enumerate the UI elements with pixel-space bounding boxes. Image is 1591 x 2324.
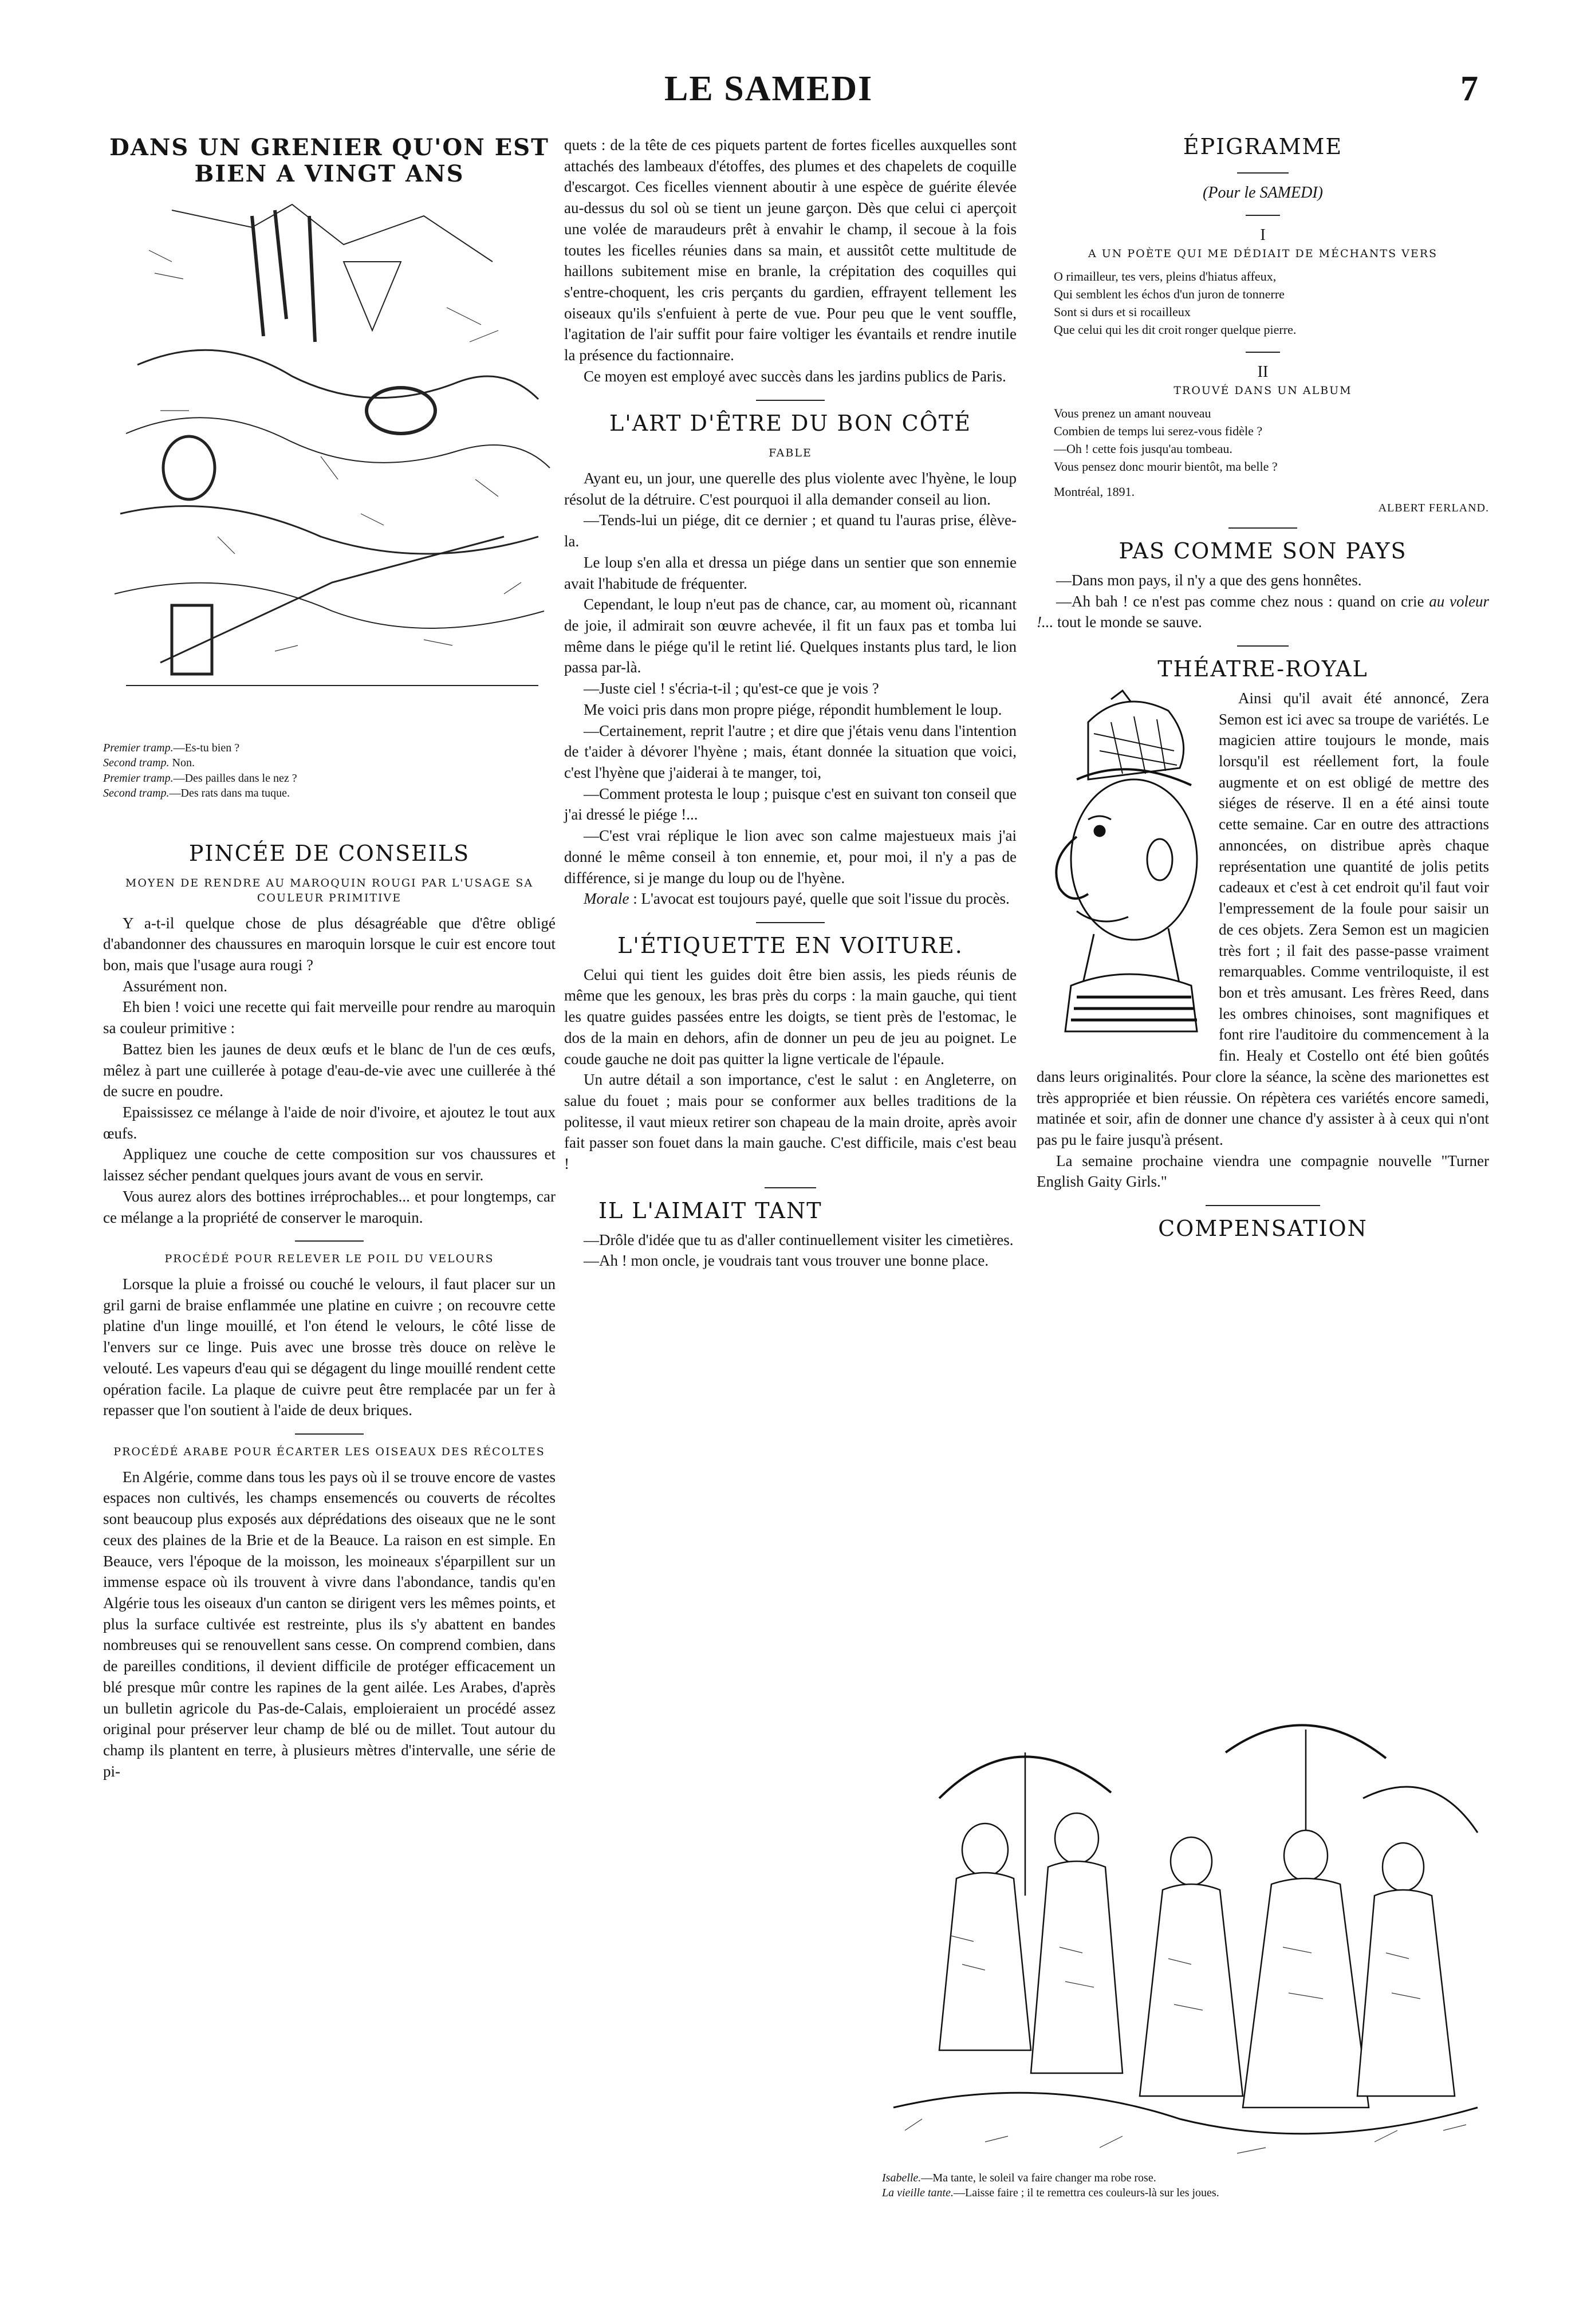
fable-para: —Tends-lui un piége, dit ce dernier ; et quand tu l'auras prise, élève-la.: [564, 511, 1017, 550]
poem-stanza: [1054, 405, 1489, 475]
magician-portrait: [1037, 688, 1208, 1043]
oiseaux-continuation: Ce moyen est employé avec succès dans les jardins publics de Paris.: [584, 367, 1006, 385]
theatre-para: La semaine prochaine viendra une compagnie nouvelle "Turner English Gaity Girls.": [1037, 1152, 1489, 1191]
divider: [756, 922, 825, 923]
maroquin-para: Eh bien ! voici une recette qui fait merveille pour rendre au maroquin sa couleur primitive :: [103, 998, 556, 1037]
divider: [765, 1187, 816, 1188]
divider: [1228, 527, 1297, 529]
caption-speaker: Isabelle.: [882, 2172, 921, 2184]
divider: [1237, 645, 1289, 647]
poem-line: —Oh ! cette fois jusqu'au tombeau.: [1054, 441, 1232, 456]
divider: [1237, 172, 1289, 174]
theatre-title: THÉATRE-ROYAL: [1157, 656, 1368, 682]
magician-caricature: [1037, 688, 1208, 1043]
maroquin-para: Battez bien les jaunes de deux œufs et le blanc de l'un de ces œufs, mêlez à part une cuillerée à potage d'eau-de-vie avec une cuillerée à thé de sucre en poudre.: [103, 1040, 556, 1100]
caption-speaker: Premier tramp.: [103, 771, 174, 785]
caption-line: —Des rats dans ma tuque.: [169, 787, 290, 800]
moral-label: Morale: [584, 890, 629, 908]
art-title: L'ART D'ÊTRE DU BON CÔTÉ: [609, 410, 971, 436]
divider: [756, 400, 825, 401]
attic-illustration: [103, 193, 556, 737]
caption-speaker: Second tramp.: [103, 787, 170, 800]
etiquette-para: Celui qui tient les guides doit être bien assis, les pieds réunis de même que les genoux, les bras près du corps : la main gauche, qui tient les quatre guides passées entre les doigts, se tient près de l'estomac, le dos de la main en dehors, afin de donner un peu de jeu au poignet. Le coude gauche ne doit pas quitter la ligne verticale de l'épaule.: [564, 966, 1017, 1068]
poem-line: Vous pensez donc mourir bientôt, ma belle ?: [1054, 459, 1278, 474]
compensation-title: COMPENSATION: [1158, 1216, 1368, 1242]
fable-para: Le loup s'en alla et dressa un piége dans un sentier que son ennemie avait l'habitude de fréquenter.: [564, 553, 1017, 592]
poem-line: Combien de temps lui serez-vous fidèle ?: [1054, 423, 1263, 438]
oiseaux-continuation: quets : de la tête de ces piquets partent de fortes ficelles auxquelles sont attachés des lambeaux d'étoffes, des plumes et des chapelets de coquille d'escargot. Ces ficelles viennent aboutir à une espèce de guérite élevée au-dessus du sol où se tient un jeune garçon. Dès que celui ci aperçoit une volée de maraudeurs prêt à envahir le champ, il secoue à la fois toutes les ficelles réunies dans sa main, et aussitôt cette multitude de haillons subitement mise en branle, la crépitation des coquilles qui s'entre-choquent, les cris perçants du gardien, effrayent tellement les oiseaux qu'ils s'enfuient à perte de vue. Pour peu que le vent souffle, l'agitation de l'air suffit pour faire voltiger les évantails et rendre inutile la présence du factionnaire.: [564, 136, 1017, 364]
pays-para: [1037, 591, 1489, 633]
compensation-illustration: [871, 1707, 1489, 2200]
maroquin-para: Y a-t-il quelque chose de plus désagréable que d'être obligé d'abandonner des chaussures en maroquin lorsque le cuir est encore tout bon, mais que l'usage aura rougi ?: [103, 914, 556, 974]
etiquette-title: L'ÉTIQUETTE EN VOITURE.: [617, 933, 963, 959]
caption-speaker: Premier tramp.: [103, 742, 174, 754]
oiseaux-para: En Algérie, comme dans tous les pays où il se trouve encore de vastes espaces non cultivés, les champs ensemencés ou couverts de récoltes sont beaucoup plus exposés aux déprédations des oiseaux que ne le sont ceux des plaines de la Brie et de la Beauce. La raison en est simple. En Beauce, vers l'époque de la moisson, les moineaux s'éparpillent sur un immense espace où ils trouvent à vivre dans l'abondance, tandis qu'en Algérie tous les oiseaux d'un canton se dirigent vers les mêmes points, et plus la surface cultivée est restreinte, plus ils s'y abattent en bandes nombreuses qui se renouvellent sans cesse. On comprend combien, dans de pareilles conditions, il devient difficile de protéger efficacement un blé presque mûr contre les rapines de la gent ailée. Les Arabes, d'après un bulletin agricole du Pas-de-Calais, emploieraient un procédé assez original pour préserver leur champ de blé ou de millet. Tout autour du champ ils plantent en terre, à plusieurs mètres d'intervalle, une série de pi-: [103, 1468, 556, 1780]
caption-line: Non.: [172, 757, 195, 770]
aimait-para: —Drôle d'idée que tu as d'aller continuellement visiter les cimetières.: [584, 1231, 1014, 1248]
masthead: [0, 69, 1591, 120]
velours-heading: PROCÉDÉ POUR RELEVER LE POIL DU VELOURS: [164, 1252, 494, 1266]
pays-tail: tout le monde se sauve.: [1053, 613, 1202, 631]
poem-line: Vous prenez un amant nouveau: [1054, 406, 1211, 421]
fable-para: Me voici pris dans mon propre piége, répondit humblement le loup.: [584, 700, 1002, 718]
divider: [1246, 352, 1280, 353]
oiseaux-heading: PROCÉDÉ ARABE POUR ÉCARTER LES OISEAUX DES RÉCOLTES: [113, 1445, 545, 1458]
fable-para: Cependant, le loup n'eut pas de chance, car, au moment où, ricannant de joie, il admirait son œuvre achevée, il fit un faux pas et tomba lui même dans le piége qu'il le retint lié. Quelques instants plus tard, le lion passa par-là.: [564, 596, 1017, 676]
column-1: [103, 135, 556, 1782]
compensation-caption: [871, 2171, 1489, 2201]
column-2: [564, 135, 1017, 1271]
caption-speaker: La vieille tante.: [882, 2187, 954, 2200]
epigramme-part-number: I: [1260, 226, 1266, 244]
fable-para: —Comment protesta le loup ; puisque c'est en suivant ton conseil que j'ai dressé le piége !...: [564, 785, 1017, 824]
poem-line: Sont si durs et si rocailleux: [1054, 304, 1191, 319]
maroquin-para: Appliquez une couche de cette composition sur vos chaussures et laissez sécher pendant quelques jours avant de vous en servir.: [103, 1145, 556, 1184]
pays-title: PAS COMME SON PAYS: [1119, 538, 1407, 564]
pays-text: —Ah bah ! ce n'est pas comme chez nous : quand on crie: [1056, 592, 1429, 610]
poem-line: Qui semblent les échos d'un juron de tonnerre: [1054, 287, 1285, 302]
maroquin-para: Vous aurez alors des bottines irréprochables... et pour longtemps, car ce mélange a la propriété de conserver le maroquin.: [103, 1187, 556, 1226]
column-3: [1037, 135, 1489, 1247]
epigramme-title: ÉPIGRAMME: [1183, 134, 1343, 159]
maroquin-para: Assurément non.: [123, 977, 227, 995]
aimait-title: IL L'AIMAIT TANT: [598, 1198, 822, 1223]
fable-para: —C'est vrai réplique le lion avec son calme majestueux mais j'ai donné le même conseil à ton ennemie, et, pour moi, il n'y a pas de différence, si je mange du loup ou de l'hyène.: [564, 827, 1017, 887]
poem-line: O rimailleur, tes vers, pleins d'hiatus affeux,: [1054, 269, 1277, 284]
fable-moral: [564, 888, 1017, 909]
fable-para: —Juste ciel ! s'écria-t-il ; qu'est-ce que je vois ?: [584, 680, 879, 698]
poem-line: Que celui qui les dit croit ronger quelque pierre.: [1054, 322, 1297, 337]
pincee-title: PINCÉE DE CONSEILS: [188, 840, 470, 866]
caption-line: —Laisse faire ; il te remettra ces couleurs-là sur les joues.: [953, 2187, 1219, 2200]
poem-author: ALBERT FERLAND.: [1378, 502, 1489, 515]
divider: [1206, 1205, 1320, 1206]
poem-stanza: [1054, 268, 1489, 338]
fable-para: —Certainement, reprit l'autre ; et dire que j'étais venu dans l'intention de t'aider à dévorer l'hyène ; mais, étant donnée la situation que voici, c'est l'hyène que j'aiderai à te manger, toi,: [564, 722, 1017, 782]
moral-text: : L'avocat est toujours payé, quelle que soit l'issue du procès.: [629, 890, 1010, 908]
pays-para: —Dans mon pays, il n'y a que des gens honnêtes.: [1056, 572, 1362, 589]
epigramme-part-number: II: [1257, 363, 1269, 381]
caption-speaker: Second tramp.: [103, 757, 170, 770]
etiquette-para: Un autre détail a son importance, c'est le salut : en Angleterre, on salue du fouet ; mais pour se conformer aux belles traditions de la politesse, il vaut mieux retirer son chapeau de la main droite, après avoir fait passer son fouet dans la main gauche. C'est difficile, mais c'est beau !: [564, 1071, 1017, 1173]
compensation-engraving: [871, 1707, 1489, 2165]
page-number: 7: [1460, 69, 1478, 108]
maroquin-para: Epaississez ce mélange à l'aide de noir d'ivoire, et ajoutez le tout aux œufs.: [103, 1104, 556, 1142]
divider: [295, 1433, 364, 1435]
epigramme-part-heading: TROUVÉ DANS UN ALBUM: [1173, 384, 1352, 397]
poem-place: Montréal, 1891.: [1054, 485, 1135, 499]
pays-emphasis: au voleur !...: [1037, 592, 1490, 631]
epigramme-part-heading: A UN POÈTE QUI ME DÉDIAIT DE MÉCHANTS VERS: [1088, 247, 1438, 260]
epigramme-subtitle: (Pour le SAMEDI): [1203, 183, 1323, 202]
theatre-para: Ainsi qu'il avait été annoncé, Zera Semon est ici avec sa troupe de variétés. Le magicien attire toujours le monde, mais lorsqu'il est réellement fort, la foule augmente et on est obligé de mettre des siéges de réserve. Il en a été ainsi toute cette semaine. Car en outre des attractions annoncées, on distribue après chaque représentation une quantité de jolis petits cadeaux et c'est à cet endroit qu'il faut voir l'empressement de la foule pour saisir un de ces objets. Zera Semon est un magicien très fort ; il fait des passe-passe vraiment remarquables. Comme ventriloquiste, il est bon et très amusant. Les frères Reed, dans les ombres chinoises, sont magnifiques et font rire l'auditoire du commencement à la fin. Healy et Costello ont été bien goûtés dans leurs originalités. Pour clore la séance, la scène des marionettes est très appropriée et bien réussie. On répètera ces variétés encore samedi, matinée et soir, afin de donner une chance d'y assister à à ceux qui n'ont pas pu le faire jusqu'à présent.: [1037, 689, 1489, 1148]
fable-para: Ayant eu, un jour, une querelle des plus violente avec l'hyène, le loup résolut de la détruire. C'est pourquoi il alla demander conseil au lion.: [564, 469, 1017, 508]
grenier-caption: [103, 740, 556, 801]
grenier-title: DANS UN GRENIER QU'ON EST BIEN A VINGT ANS: [109, 134, 549, 187]
divider: [1246, 215, 1280, 216]
caption-line: —Es-tu bien ?: [173, 742, 240, 754]
caption-line: —Des pailles dans le nez ?: [173, 771, 297, 785]
velours-para: Lorsque la pluie a froissé ou couché le velours, il faut placer sur un gril garni de braise enflammée une platine en cuivre ; on recouvre cette platine d'un linge mouillé, et l'on étend le velours, le côté lisse de l'envers sur ce linge. Puis avec une brosse très douce on relève le velouté. Les vapeurs d'eau qui se dégagent du linge mouillé rendent cette opération facile. La plaque de cuivre peut être remplacée par un fer à repasser que l'on soutient à l'aide de deux briques.: [103, 1275, 556, 1419]
newspaper-title: LE SAMEDI: [664, 69, 873, 108]
art-subtitle: FABLE: [769, 447, 812, 460]
divider: [295, 1240, 364, 1242]
attic-engraving: [103, 193, 556, 737]
aimait-para: —Ah ! mon oncle, je voudrais tant vous trouver une bonne place.: [584, 1252, 989, 1270]
caption-line: —Ma tante, le soleil va faire changer ma robe rose.: [921, 2172, 1156, 2184]
maroquin-heading: MOYEN DE RENDRE AU MAROQUIN ROUGI PAR L'USAGE SA COULEUR PRIMITIVE: [125, 877, 534, 904]
